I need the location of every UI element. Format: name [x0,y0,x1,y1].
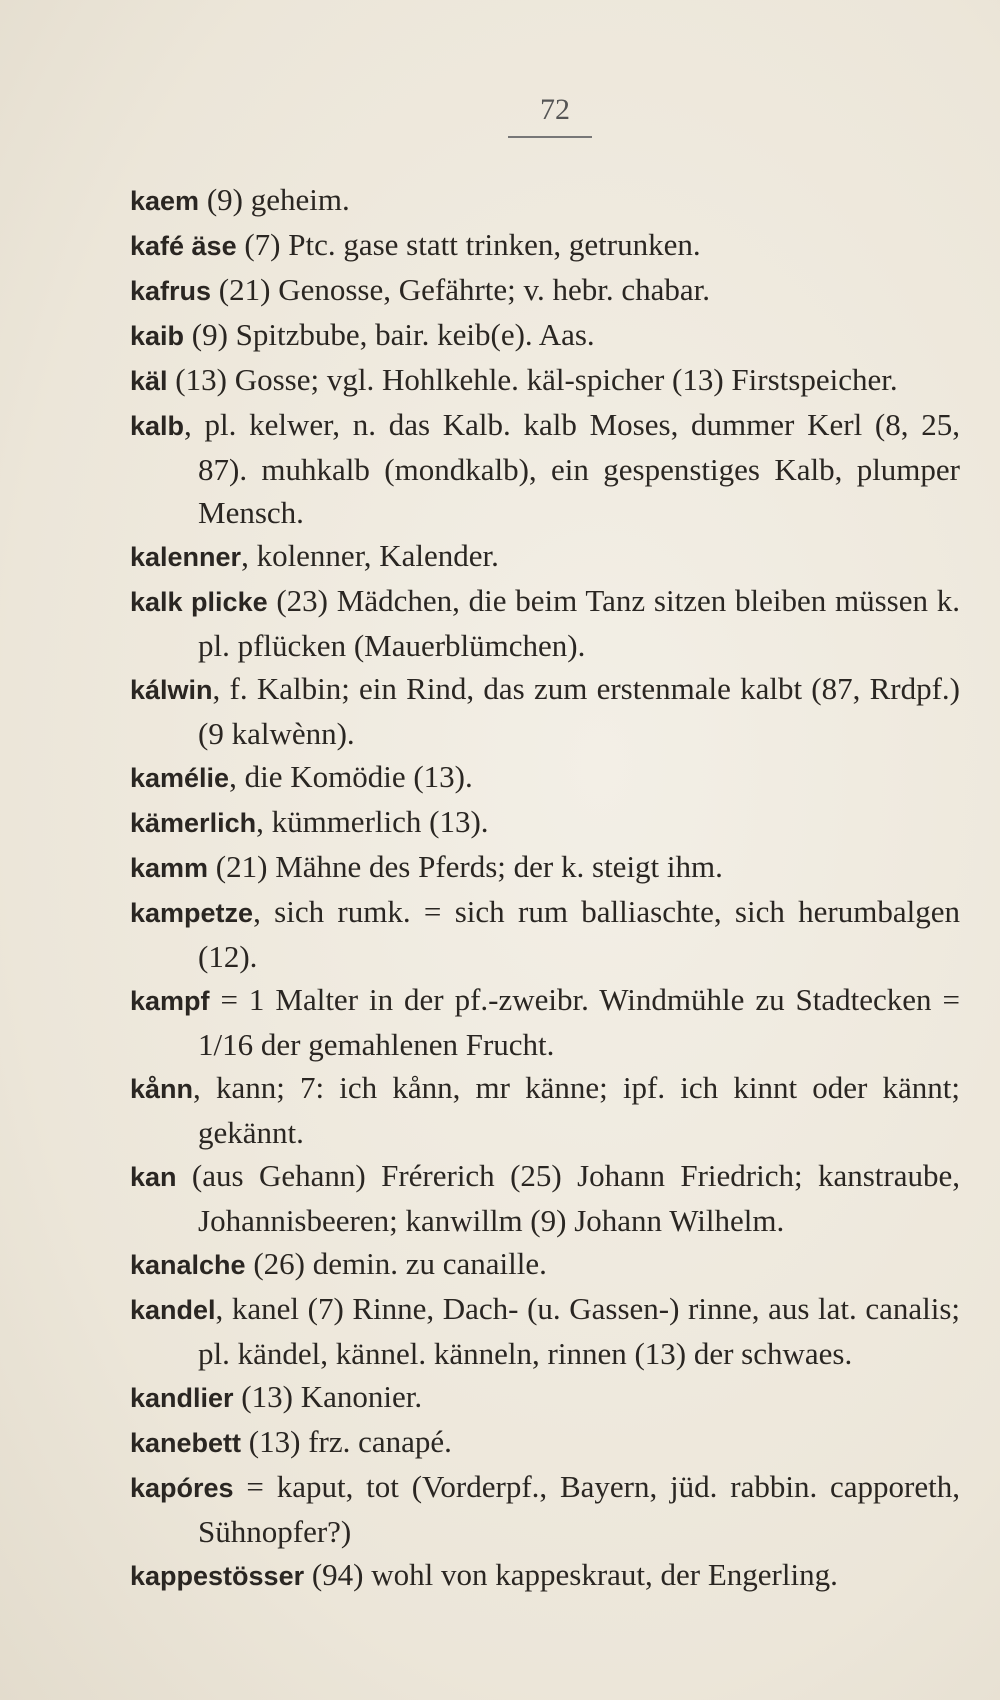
dictionary-entry [130,534,960,579]
entry-headword: kånn [130,1074,194,1104]
dictionary-entry [130,1375,960,1420]
dictionary-entry [130,890,960,978]
dictionary-entry [130,313,960,358]
entry-headword: kaib [130,321,185,351]
entry-text: (13) Kanonier. [233,1379,423,1414]
entry-text: (9) geheim. [199,182,350,217]
entry-headword: kandel [130,1295,216,1325]
dictionary-entry [130,358,960,403]
dictionary-entry [130,268,960,313]
dictionary-entry [130,755,960,800]
entry-text: (7) Ptc. gase statt trinken, getrunken. [236,227,701,262]
entry-text: (13) frz. canapé. [241,1424,452,1459]
entry-headword: kamm [130,853,209,883]
dictionary-entry [130,1287,960,1375]
entry-headword: kampetze [130,898,254,928]
entry-text: (21) Mähne des Pferds; der k. steigt ihm. [208,849,723,884]
entry-text: , die Komödie (13). [229,759,473,794]
entry-text: , kolenner, Kalender. [241,538,499,573]
entry-headword: kamélie [130,763,230,793]
entry-text: , f. Kalbin; ein Rind, das zum erstenmale kalbt (87, Rrdpf.) (9 kalwènn). [198,671,960,751]
entry-headword: kálwin [130,675,213,705]
entry-headword: kapóres [130,1473,234,1503]
dictionary-entry [130,1553,960,1598]
page-number: 72 [540,93,570,126]
dictionary-entry [130,800,960,845]
entry-text: , sich rumk. = sich rum balliaschte, sich herumbalgen (12). [198,894,960,974]
dictionary-entry [130,223,960,268]
dictionary-entry [130,1465,960,1553]
entry-headword: kanebett [130,1428,242,1458]
dictionary-entry [130,667,960,755]
dictionary-entries [130,178,960,1598]
entry-headword: kappestösser [130,1561,305,1591]
dictionary-entry [130,978,960,1066]
entry-headword: kalenner [130,542,242,572]
entry-text: = 1 Malter in der pf.-zweibr. Windmühle zu Stadtecken = 1/16 der gemahlenen Frucht. [198,982,960,1062]
entry-headword: käl [130,366,168,396]
entry-text: (26) demin. zu canaille. [245,1246,547,1281]
entry-headword: kalk plicke [130,587,268,617]
entry-headword: kafé äse [130,231,237,261]
entry-text: , kanel (7) Rinne, Dach- (u. Gassen-) rinne, aus lat. canalis; pl. kändel, kännel. känneln, rinnen (13) der schwaes. [198,1291,960,1371]
entry-text: (94) wohl von kappeskraut, der Engerling. [304,1557,838,1592]
entry-text: (13) Gosse; vgl. Hohlkehle. käl-spicher (13) Firstspeicher. [167,362,898,397]
entry-headword: kampf [130,986,210,1016]
entry-text: , pl. kelwer, n. das Kalb. kalb Moses, dummer Kerl (8, 25, 87). muhkalb (mondkalb), ein gespenstiges Kalb, plumper Mensch. [184,407,960,530]
entry-text: , kümmerlich (13). [256,804,489,839]
dictionary-entry [130,1154,960,1242]
entry-headword: kanalche [130,1250,246,1280]
entry-text: (21) Genosse, Gefährte; v. hebr. chabar. [211,272,711,307]
entry-headword: kaem [130,186,200,216]
entry-headword: kan [130,1162,177,1192]
dictionary-entry [130,1242,960,1287]
entry-headword: kafrus [130,276,212,306]
dictionary-entry [130,1066,960,1154]
dictionary-entry [130,579,960,667]
entry-text: (23) Mädchen, die beim Tanz sitzen bleiben müssen k. pl. pflücken (Mauerblümchen). [198,583,960,663]
entry-headword: kalb [130,411,185,441]
entry-headword: kämerlich [130,808,257,838]
entry-text: (aus Gehann) Frérerich (25) Johann Friedrich; kanstraube, Johannisbeeren; kanwillm (9) Johann Wilhelm. [176,1158,960,1238]
dictionary-entry [130,403,960,534]
entry-text: = kaput, tot (Vorderpf., Bayern, jüd. rabbin. capporeth, Sühnopfer?) [198,1469,960,1549]
entry-headword: kandlier [130,1383,234,1413]
page-number-rule [508,136,592,138]
entry-text: , kann; 7: ich kånn, mr känne; ipf. ich kinnt oder kännt; gekännt. [193,1070,960,1150]
dictionary-entry [130,178,960,223]
entry-text: (9) Spitzbube, bair. keib(e). Aas. [184,317,595,352]
dictionary-entry [130,1420,960,1465]
dictionary-entry [130,845,960,890]
